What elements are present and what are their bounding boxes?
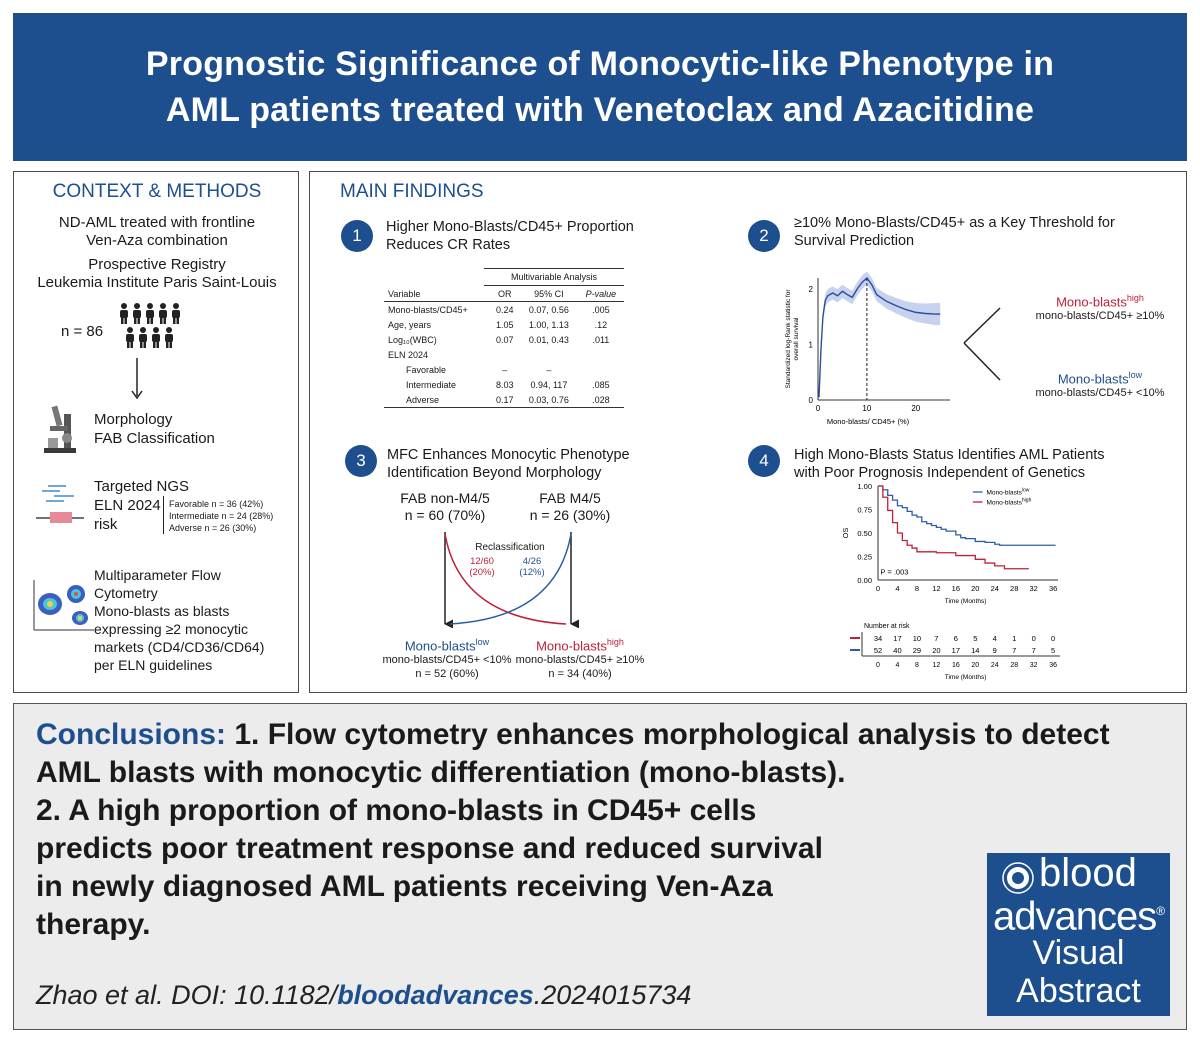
cohort-size: n = 86 bbox=[61, 323, 104, 340]
table-cell: 0.07, 0.56 bbox=[528, 304, 569, 315]
risk-high-count: 5 bbox=[973, 634, 978, 643]
x-tick-label: 16 bbox=[951, 584, 961, 593]
threshold-chart bbox=[772, 272, 962, 432]
risk-x-label: Time (Months) bbox=[944, 674, 987, 681]
y-tick-label: 0.50 bbox=[857, 529, 872, 538]
main-findings-title: MAIN FINDINGS bbox=[340, 181, 484, 202]
context-cohort: ND-AML treated with frontline Ven-Aza combination Prospective Registry Leukemia Institute Paris Saint-Louis bbox=[37, 214, 277, 291]
risk-low-count: 52 bbox=[873, 646, 883, 655]
table-row bbox=[384, 362, 624, 377]
risk-x-tick: 0 bbox=[876, 662, 880, 669]
table-row bbox=[384, 317, 624, 332]
multivariable-table bbox=[384, 268, 624, 408]
table-col-header: Variable bbox=[384, 286, 489, 302]
risk-x-tick: 24 bbox=[990, 662, 999, 669]
morphology-text: Morphology FAB Classification bbox=[94, 411, 215, 447]
table-cell: 0.17 bbox=[489, 392, 520, 408]
table-cell bbox=[578, 362, 624, 377]
eln-risk-breakdown: Favorable n = 36 (42%) Intermediate n = 24 (28%) Adverse n = 26 (30%) bbox=[169, 499, 274, 533]
risk-x-tick: 12 bbox=[932, 662, 941, 669]
table-row bbox=[384, 302, 624, 318]
table-cell: ELN 2024 bbox=[388, 349, 429, 360]
table-col-header: OR bbox=[489, 286, 520, 302]
x-axis-label: Time (Months) bbox=[944, 598, 987, 605]
table-row bbox=[384, 392, 624, 408]
conclusion-line-5: in newly diagnosed AML patients receiving Ven-Aza bbox=[36, 870, 773, 903]
legend-label: Mono-blasts$^{low}$ bbox=[986, 487, 1030, 497]
x-tick-label: 0 bbox=[815, 404, 821, 413]
risk-high-count: 4 bbox=[992, 634, 997, 643]
y-tick-label: 0 bbox=[808, 396, 813, 405]
table-cell bbox=[489, 347, 520, 362]
risk-low-count: 40 bbox=[893, 646, 902, 655]
y-tick-label: 0.00 bbox=[857, 576, 872, 585]
ngs-text: Targeted NGS ELN 2024 risk bbox=[94, 478, 190, 533]
table-header: Multivariable Analysis bbox=[484, 268, 624, 286]
conclusion-line-3: 2. A high proportion of mono-blasts in CD45+ cells bbox=[36, 794, 757, 827]
risk-low-count: 5 bbox=[1051, 646, 1056, 655]
km-chart bbox=[820, 482, 1070, 622]
risk-table bbox=[838, 620, 1078, 684]
conclusions-label: Conclusions: bbox=[36, 718, 227, 751]
eln-risk-brace bbox=[163, 496, 164, 534]
x-tick-label: 20 bbox=[971, 584, 980, 593]
reclass-red: 12/60 (20%) bbox=[469, 556, 495, 578]
table-cell: 1.00, 1.13 bbox=[528, 319, 569, 330]
x-tick-label: 24 bbox=[990, 584, 999, 593]
finding-3-title: MFC Enhances Monocytic Phenotype Identification Beyond Morphology bbox=[387, 447, 630, 481]
reclass-label: Reclassification bbox=[475, 542, 545, 553]
finding-2-number: 2 bbox=[748, 220, 780, 252]
finding-2-title: ≥10% Mono-Blasts/CD45+ as a Key Threshold for Survival Prediction bbox=[794, 215, 1115, 249]
x-tick-label: 32 bbox=[1029, 584, 1038, 593]
title-banner bbox=[13, 13, 1187, 161]
table-cell: Mono-blasts/CD45+ bbox=[388, 304, 468, 315]
mv-table bbox=[384, 286, 624, 408]
risk-high-count: 6 bbox=[953, 634, 958, 643]
table-header-row bbox=[384, 286, 624, 302]
table-cell: 0.94, 117 bbox=[530, 379, 568, 390]
table-cell bbox=[520, 347, 578, 362]
y-tick-label: 2 bbox=[808, 285, 813, 295]
table-cell: Log₁₀(WBC) bbox=[388, 334, 437, 345]
table-col-header: 95% CI bbox=[520, 286, 578, 302]
table-row bbox=[384, 377, 624, 392]
f3-low-group: Mono-blasts$^{low}$ mono-blasts/CD45+ <10% n = 52 (60%) bbox=[382, 637, 512, 681]
context-panel bbox=[13, 171, 299, 693]
y-tick-label: 1 bbox=[808, 340, 813, 350]
x-tick-label: 10 bbox=[862, 404, 872, 413]
y-tick-label: 0.75 bbox=[857, 505, 872, 515]
table-cell: – bbox=[546, 364, 552, 375]
x-axis-label: Mono-blasts/ CD45+ (%) bbox=[826, 417, 910, 426]
table-cell bbox=[578, 347, 624, 362]
risk-x-tick: 4 bbox=[895, 662, 900, 669]
y-tick-label: 1.00 bbox=[857, 482, 872, 491]
x-tick-label: 12 bbox=[932, 584, 941, 593]
conclusion-line-4: predicts poor treatment response and reduced survival bbox=[36, 832, 823, 865]
risk-high-count: 0 bbox=[1031, 634, 1036, 643]
logo-word-abstract: Abstract bbox=[1016, 972, 1141, 1010]
table-cell: .005 bbox=[592, 304, 610, 315]
table-col-header: P-value bbox=[578, 286, 624, 302]
table-cell: 0.24 bbox=[495, 304, 514, 315]
p-value-annotation: P = .003 bbox=[880, 567, 909, 577]
risk-high-count: 10 bbox=[912, 634, 922, 643]
blood-advances-logo bbox=[987, 853, 1170, 1016]
risk-x-tick: 8 bbox=[914, 662, 919, 669]
logo-word-blood: blood bbox=[1039, 851, 1137, 895]
reclass-blue: 4/26 (12%) bbox=[519, 556, 545, 578]
table-cell: 0.01, 0.43 bbox=[528, 334, 569, 345]
table-row bbox=[384, 347, 624, 362]
table-row bbox=[384, 332, 624, 347]
risk-x-tick: 36 bbox=[1049, 662, 1058, 669]
table-cell: .12 bbox=[594, 319, 608, 330]
citation: Zhao et al. DOI: 10.1182/bloodadvances.2024015734 bbox=[36, 980, 692, 1010]
risk-x-tick: 28 bbox=[1010, 662, 1019, 669]
y-tick-label: 0.25 bbox=[857, 552, 872, 562]
legend-label: Mono-blasts$^{high}$ bbox=[986, 497, 1032, 507]
risk-x-tick: 20 bbox=[971, 662, 980, 669]
finding-1-number: 1 bbox=[341, 220, 373, 252]
risk-low-count: 7 bbox=[1031, 646, 1036, 655]
f3-high-group: Mono-blasts$^{high}$ mono-blasts/CD45+ ≥10% n = 34 (40%) bbox=[515, 637, 645, 681]
risk-high-count: 17 bbox=[893, 634, 902, 643]
risk-high-count: 0 bbox=[1051, 634, 1056, 643]
flow-cytometry-icon bbox=[32, 580, 94, 632]
statistic-line bbox=[819, 278, 940, 397]
people-icon bbox=[118, 302, 190, 350]
table-cell: .011 bbox=[592, 334, 610, 345]
x-tick-label: 28 bbox=[1010, 584, 1019, 593]
table-cell: Age, years bbox=[388, 319, 432, 330]
fab-non-m45: FAB non-M4/5 n = 60 (70%) bbox=[400, 490, 490, 523]
table-cell: 0.03, 0.76 bbox=[520, 392, 578, 408]
risk-x-tick: 32 bbox=[1029, 662, 1038, 669]
main-findings-panel bbox=[309, 171, 1187, 693]
table-cell: Favorable bbox=[406, 364, 447, 375]
risk-low-count: 14 bbox=[971, 646, 980, 655]
risk-table-title: Number at risk bbox=[864, 623, 910, 630]
risk-high-count: 34 bbox=[873, 634, 883, 643]
conclusion-line-6: therapy. bbox=[36, 908, 151, 941]
confidence-band bbox=[819, 272, 940, 400]
table-cell: 1.05 bbox=[495, 319, 514, 330]
x-tick-label: 4 bbox=[895, 584, 900, 593]
table-cell: .085 bbox=[592, 379, 610, 390]
f2-low-group: Mono-blasts$^{low}$ mono-blasts/CD45+ <10% bbox=[1035, 370, 1165, 400]
table-cell: – bbox=[502, 364, 508, 375]
logo-word-advances: advances® bbox=[993, 894, 1165, 939]
y-axis-label: OS bbox=[841, 527, 850, 539]
x-tick-label: 36 bbox=[1048, 584, 1058, 593]
f2-high-group: Mono-blasts$^{high}$ mono-blasts/CD45+ ≥10% bbox=[1035, 293, 1165, 323]
risk-high-count: 1 bbox=[1012, 634, 1017, 643]
risk-high-count: 7 bbox=[934, 634, 939, 643]
finding-3-number: 3 bbox=[345, 445, 377, 477]
microscope-icon bbox=[40, 404, 82, 454]
table-cell: 0.07 bbox=[495, 334, 514, 345]
x-tick-label: 0 bbox=[875, 584, 881, 593]
ngs-reads-icon bbox=[36, 484, 84, 526]
risk-low-count: 9 bbox=[992, 646, 997, 655]
risk-x-tick: 16 bbox=[951, 662, 960, 669]
risk-low-count: 20 bbox=[932, 646, 941, 655]
logo-word-visual: Visual bbox=[1032, 934, 1125, 972]
risk-low-count: 29 bbox=[912, 646, 922, 655]
conclusion-point-1: 1. Flow cytometry enhances morphological analysis to detect AML blasts with monocytic differentiation (mono-blasts). bbox=[36, 718, 1110, 789]
mfc-text: Multiparameter Flow Cytometry Mono-blasts as blasts expressing ≥2 monocytic markets (CD4/CD36/CD64) per ELN guidelines bbox=[94, 567, 265, 673]
finding-4-title: High Mono-Blasts Status Identifies AML Patients with Poor Prognosis Independent of Genetics bbox=[794, 447, 1105, 481]
down-arrow-icon bbox=[130, 358, 144, 402]
km-curve bbox=[878, 486, 1032, 569]
context-title: CONTEXT & METHODS bbox=[52, 181, 262, 202]
km-curve bbox=[878, 486, 1056, 545]
page-title: Prognostic Significance of Monocytic-like Phenotype in AML patients treated with Venetoclax and Azacitidine bbox=[145, 45, 1055, 129]
x-tick-label: 8 bbox=[914, 584, 920, 593]
table-cell: Adverse bbox=[384, 392, 489, 408]
risk-low-count: 17 bbox=[951, 646, 961, 655]
table-cell: Intermediate bbox=[406, 379, 457, 390]
finding-1-title: Higher Mono-Blasts/CD45+ Proportion Reduces CR Rates bbox=[386, 219, 634, 253]
x-tick-label: 20 bbox=[911, 404, 921, 413]
finding-4-number: 4 bbox=[748, 445, 780, 477]
y-axis-label: Standardized log-Rank statistic foroverall survival bbox=[785, 289, 800, 389]
fab-m45: FAB M4/5 n = 26 (30%) bbox=[529, 490, 611, 523]
table-cell: .028 bbox=[578, 392, 624, 408]
table-cell: 8.03 bbox=[495, 379, 514, 390]
risk-low-count: 7 bbox=[1012, 646, 1017, 655]
